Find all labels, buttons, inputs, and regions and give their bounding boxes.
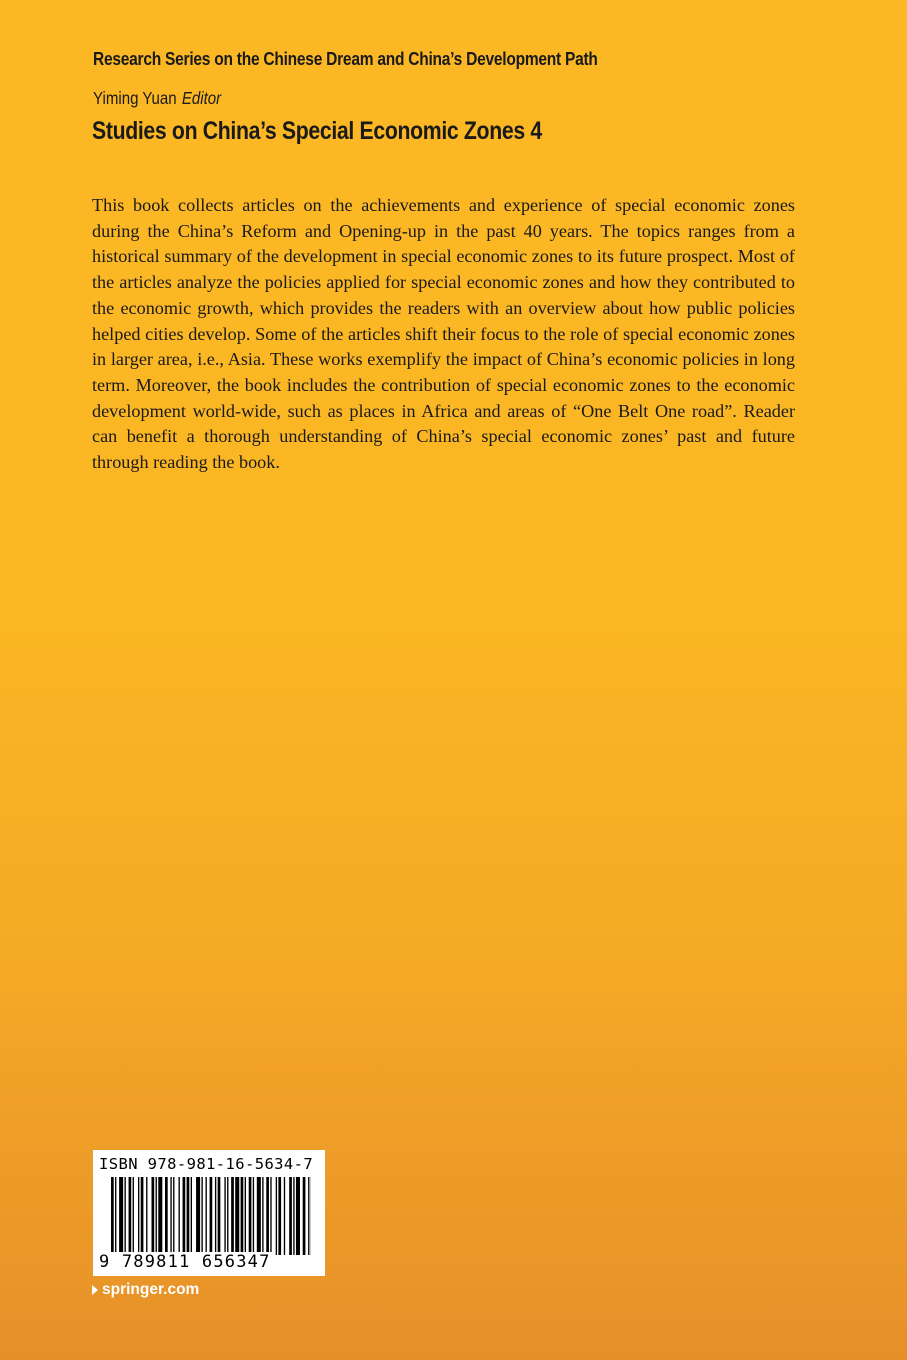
editor-name: Yiming Yuan — [93, 88, 177, 108]
isbn-label: ISBN 978-981-16-5634-7 — [99, 1155, 314, 1173]
barcode-bars — [111, 1177, 311, 1255]
series-title: Research Series on the Chinese Dream and China’s Development Path — [93, 48, 598, 69]
editor-line — [93, 88, 221, 109]
book-description: This book collects articles on the achievements and experience of special economic zones during the China’s Reform and Opening-up in the past 40 years. The topics ranges from a historical summary of the development in special economic zones to its future prospect. Most of the articles analyze the policies applied for special economic zones and how they contributed to the economic growth, which provides the readers with an overview about how public policies helped cities develop. Some of the articles shift their focus to the role of special economic zones in larger area, i.e., Asia. These works exemplify the impact of China’s economic policies in long term. Moreover, the book includes the contribution of special economic zones to the economic development world-wide, such as places in Africa and areas of “One Belt One road”. Reader can benefit a thorough understanding of China’s special economic zones’ past and future through reading the book. — [92, 195, 795, 473]
publisher-link-label: springer.com — [102, 1281, 200, 1298]
isbn-barcode — [93, 1150, 325, 1276]
publisher-link[interactable] — [92, 1281, 199, 1299]
barcode-digits: 9 789811 656347 — [99, 1252, 271, 1272]
book-title: Studies on China’s Special Economic Zones 4 — [92, 117, 542, 145]
triangle-arrow-icon — [92, 1285, 98, 1295]
editor-role: Editor — [181, 88, 222, 108]
